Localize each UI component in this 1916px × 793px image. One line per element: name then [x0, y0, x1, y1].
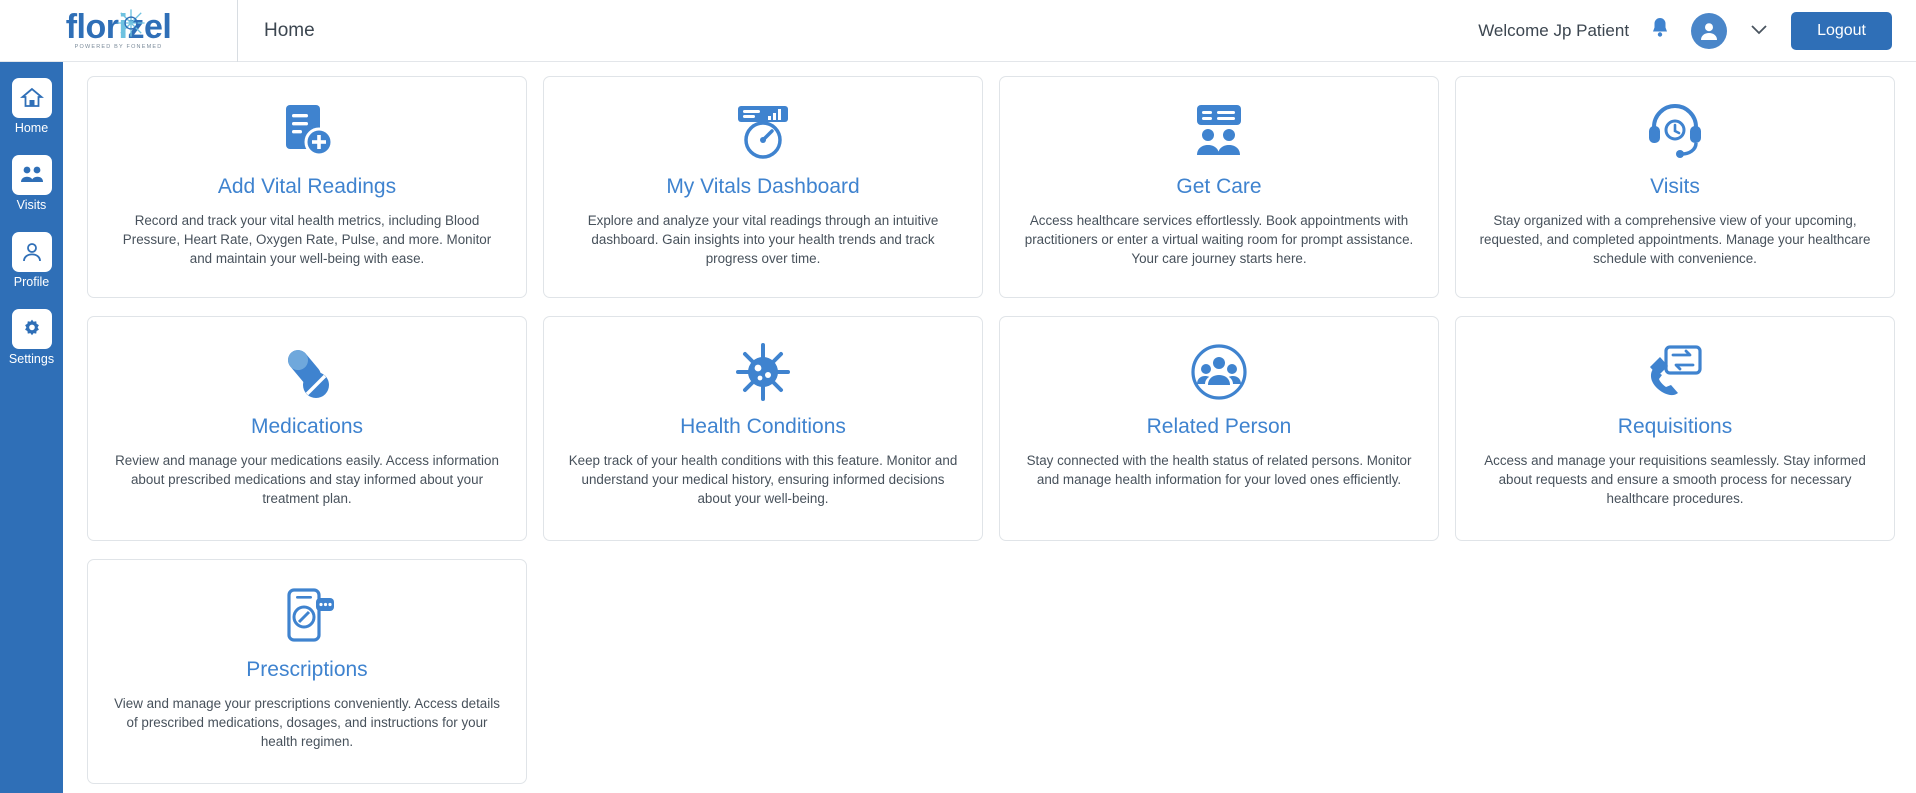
card-description: Explore and analyze your vital readings through an intuitive dashboard. Gain insights into your health trends and track progress over time.: [587, 213, 939, 267]
chevron-down-icon[interactable]: [1747, 18, 1771, 44]
card-description: View and manage your prescriptions conveniently. Access details of prescribed medications, dosages, and instructions for your health regimen.: [114, 696, 500, 750]
sidebar-label-visits: Visits: [16, 198, 47, 212]
logout-button[interactable]: Logout: [1791, 12, 1892, 50]
card-my-vitals-dashboard[interactable]: [543, 76, 983, 298]
card-title: Get Care: [1176, 175, 1262, 198]
app-header: [0, 0, 1916, 62]
sidebar-item-visits[interactable]: [0, 151, 63, 214]
pills-icon: [274, 335, 340, 409]
card-title: Prescriptions: [246, 658, 368, 681]
logo-main: flor: [65, 8, 119, 47]
logo-wordmark: [65, 8, 172, 47]
card-title: Visits: [1650, 175, 1700, 198]
logo-tail: zel: [127, 8, 172, 47]
card-medications[interactable]: [87, 316, 527, 541]
sidebar-label-settings: Settings: [8, 352, 55, 366]
sidebar: [0, 62, 63, 793]
care-people-icon: [1184, 95, 1254, 169]
header-right: [1478, 12, 1916, 50]
card-prescriptions[interactable]: [87, 559, 527, 784]
gauge-dashboard-icon: [730, 95, 796, 169]
sidebar-item-settings[interactable]: [0, 305, 63, 368]
main-content: [63, 62, 1916, 793]
card-description: Stay connected with the health status of related persons. Monitor and manage health information for your loved ones efficiently.: [1026, 453, 1412, 488]
bell-icon[interactable]: [1649, 16, 1671, 45]
card-title: My Vitals Dashboard: [666, 175, 860, 198]
card-description: Keep track of your health conditions with this feature. Monitor and understand your medical history, ensuring informed decisions about your well-being.: [568, 453, 958, 507]
card-description: Stay organized with a comprehensive view of your upcoming, requested, and completed appointments. Manage your healthcare schedule with convenience.: [1479, 213, 1871, 267]
card-title: Add Vital Readings: [217, 175, 397, 198]
florizel-logo[interactable]: [66, 10, 172, 51]
body-wrapper: [0, 62, 1916, 793]
card-health-conditions[interactable]: [543, 316, 983, 541]
users-icon: [12, 155, 52, 195]
card-title: Health Conditions: [680, 415, 846, 438]
card-description: Access healthcare services effortlessly. Book appointments with practitioners or enter a virtual waiting room for prompt assistance. Your care journey starts here.: [1024, 213, 1414, 267]
people-circle-icon: [1186, 335, 1252, 409]
card-title: Related Person: [1146, 415, 1292, 438]
card-description: Access and manage your requisitions seamlessly. Stay informed about requests and ensure a smooth process for necessary healthcare procedures.: [1484, 453, 1866, 507]
sidebar-item-profile[interactable]: [0, 228, 63, 291]
home-icon: [12, 78, 52, 118]
card-related-person[interactable]: [999, 316, 1439, 541]
card-visits[interactable]: [1455, 76, 1895, 298]
sidebar-label-profile: Profile: [13, 275, 50, 289]
sidebar-item-home[interactable]: [0, 74, 63, 137]
card-description: Review and manage your medications easily. Access information about prescribed medications and stay informed about your treatment plan.: [115, 453, 499, 507]
headset-support-icon: [1642, 95, 1708, 169]
phone-exchange-icon: [1640, 335, 1710, 409]
mobile-prescription-icon: [274, 578, 340, 652]
gear-icon: [12, 309, 52, 349]
card-title: Requisitions: [1617, 415, 1733, 438]
card-title: Medications: [250, 415, 364, 438]
welcome-text: Welcome Jp Patient: [1478, 20, 1630, 40]
logo-accent: i: [118, 8, 128, 47]
clipboard-plus-icon: [274, 95, 340, 169]
user-avatar-icon[interactable]: [1691, 13, 1727, 49]
card-add-vital-readings[interactable]: [87, 76, 527, 298]
feature-card-grid: [87, 76, 1916, 784]
page-title: Home: [264, 19, 315, 41]
virus-icon: [730, 335, 796, 409]
sidebar-label-home: Home: [14, 121, 49, 135]
profile-icon: [12, 232, 52, 272]
card-requisitions[interactable]: [1455, 316, 1895, 541]
logo-zone: [0, 0, 238, 62]
card-description: Record and track your vital health metrics, including Blood Pressure, Heart Rate, Oxygen Rate, Pulse, and more. Monitor and maintain your well-being with ease.: [122, 213, 492, 267]
logo-tagline: POWERED BY FONEMED: [74, 44, 163, 51]
card-get-care[interactable]: [999, 76, 1439, 298]
